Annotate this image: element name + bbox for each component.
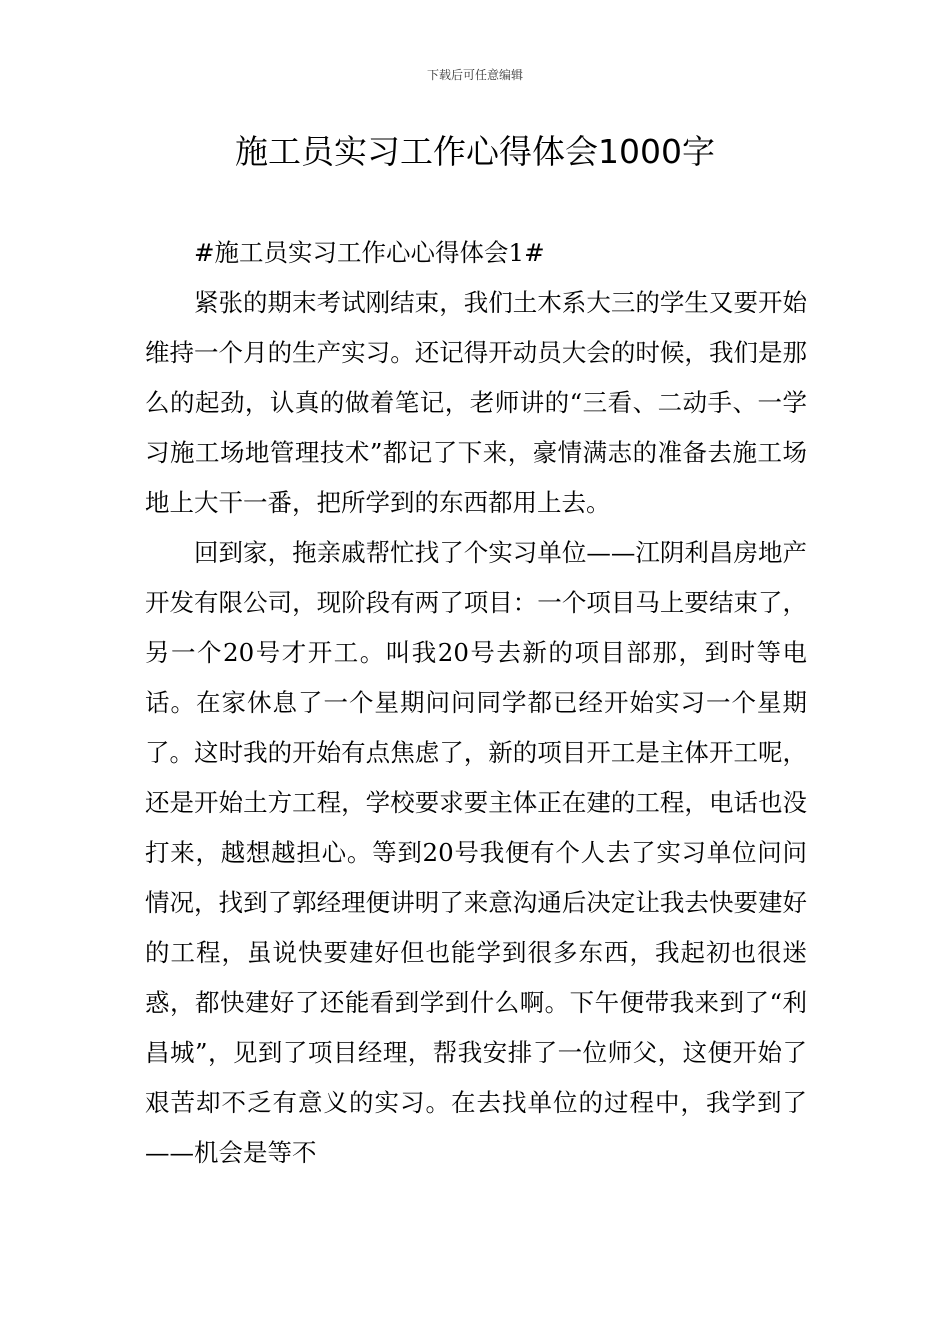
document-body bbox=[145, 228, 807, 1178]
section-heading: #施工员实习工作心心得体会1# bbox=[194, 238, 545, 267]
paragraph: 紧张的期末考试刚结束，我们土木系大三的学生又要开始维持一个月的生产实习。还记得开动员大会的时候，我们是那么的起劲，认真的做着笔记，老师讲的“三看、二动手、一学习施工场地管理技术”都记了下来，豪情满志的准备去施工场地上大干一番，把所学到的东西都用上去。 bbox=[145, 288, 807, 517]
document-title: 施工员实习工作心得体会1000字 bbox=[235, 132, 715, 171]
header-note: 下载后可任意编辑 bbox=[426, 68, 523, 82]
paragraph: 回到家，拖亲戚帮忙找了个实习单位——江阴利昌房地产开发有限公司，现阶段有两了项目：一个项目马上要结束了，另一个20号才开工。叫我20号去新的项目部那，到时等电话。在家休息了一个星期问问同学都已经开始实习一个星期了。这时我的开始有点焦虑了，新的项目开工是主体开工呢，还是开始土方工程，学校要求要主体正在建的工程，电话也没打来，越想越担心。等到20号我便有个人去了实习单位问问情况，找到了郭经理便讲明了来意沟通后决定让我去快要建好的工程，虽说快要建好但也能学到很多东西，我起初也很迷惑，都快建好了还能看到学到什么啊。下午便带我来到了“利昌城”，见到了项目经理，帮我安排了一位师父，这便开始了艰苦却不乏有意义的实习。在去找单位的过程中，我学到了——机会是等不 bbox=[145, 538, 807, 1167]
